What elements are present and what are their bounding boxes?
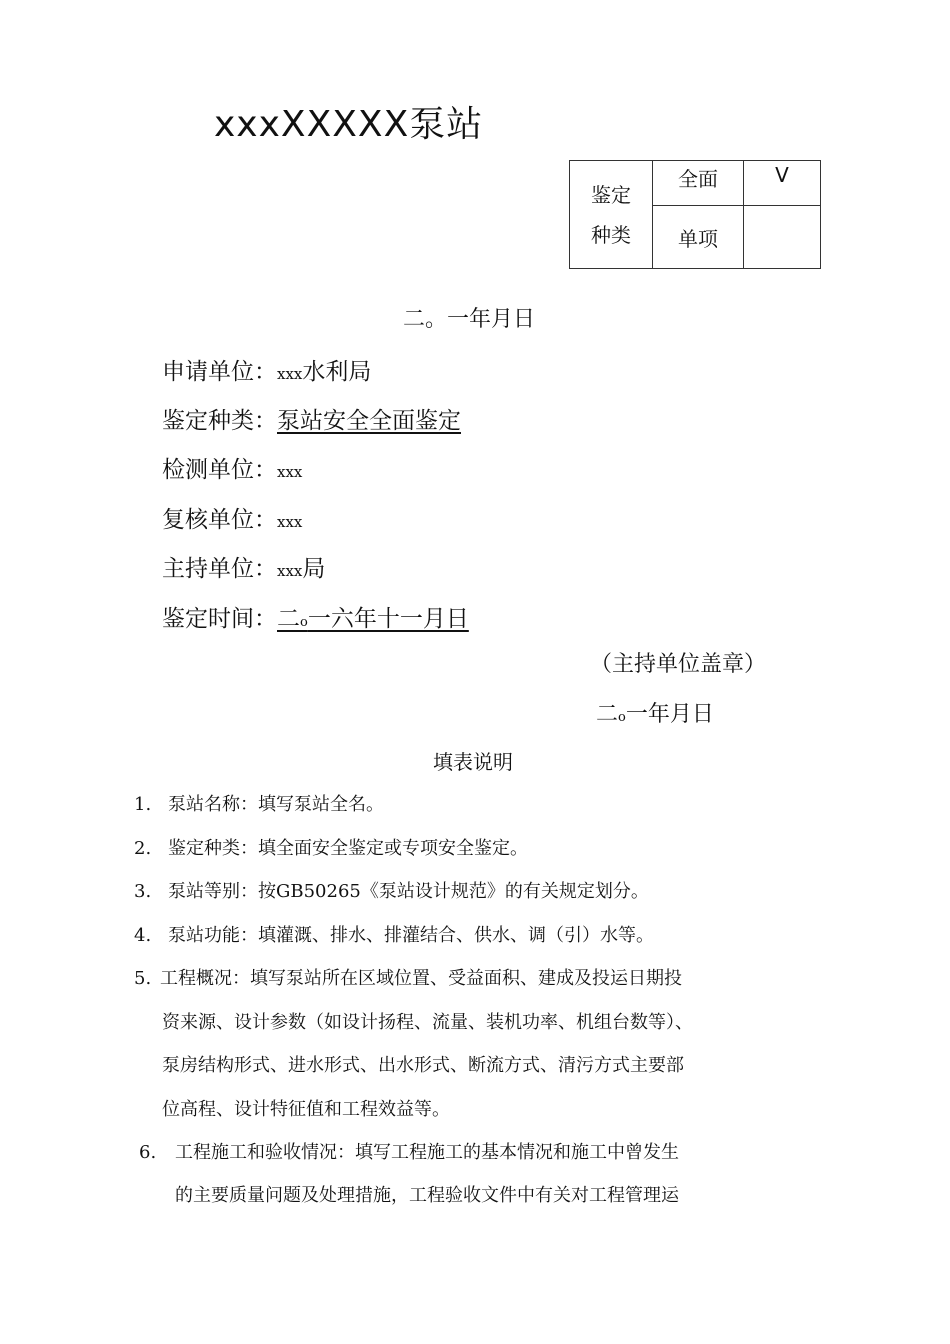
instruction-text: 工程施工和验收情况：填写工程施工的基本情况和施工中曾发生 [175, 1142, 679, 1163]
date-part: 二 [596, 702, 619, 727]
info-label: 检测单位： [162, 457, 277, 483]
instruction-number: 5. [134, 968, 152, 989]
date-part-small: o [618, 710, 626, 725]
date-part: 一六年十一月日 [307, 606, 469, 632]
option-full-label: 全面 [653, 161, 744, 206]
instruction-number: 3. [134, 881, 152, 902]
info-label: 鉴定种类： [162, 408, 277, 434]
option-single-label: 单项 [653, 206, 744, 269]
instruction-text: 泵站名称：填写泵站全名。 [168, 794, 384, 815]
info-label: 主持单位： [162, 556, 277, 582]
instruction-item [134, 921, 654, 947]
option-full-mark: V [744, 161, 821, 206]
info-label: 鉴定时间： [162, 606, 277, 632]
info-value: 水利局 [302, 359, 372, 385]
info-value: 局 [302, 556, 326, 582]
info-value-small: xxx [277, 513, 303, 531]
seal-date [596, 697, 714, 728]
appraisal-type-table [569, 160, 821, 269]
seal-note: （主持单位盖章） [590, 652, 767, 677]
info-row-host-unit [162, 550, 325, 583]
info-row-applicant [162, 353, 371, 386]
date-part: 一年月日 [625, 702, 714, 727]
report-date: 二。一年月日 [403, 307, 536, 332]
instruction-text: 鉴定种类：填全面安全鉴定或专项安全鉴定。 [168, 838, 528, 859]
info-value-small: xxx [277, 562, 303, 580]
info-row-inspection-unit [162, 451, 302, 484]
instruction-number: 2. [134, 838, 152, 859]
instruction-text: 泵站功能：填灌溉、排水、排灌结合、供水、调（引）水等。 [168, 925, 654, 946]
date-part-small: o [300, 615, 308, 630]
date-part: 二 [277, 606, 300, 632]
instruction-text: 泵站等别：按GB50265《泵站设计规范》的有关规定划分。 [168, 881, 649, 902]
instruction-continuation: 的主要质量问题及处理措施，工程验收文件中有关对工程管理运 [175, 1185, 679, 1206]
instruction-item [134, 964, 682, 990]
instruction-number: 4. [134, 925, 152, 946]
info-value-small: xxx [277, 463, 303, 481]
info-value-date [277, 606, 469, 632]
appraisal-type-header-line: 种类 [591, 222, 631, 247]
info-label: 申请单位： [162, 359, 277, 385]
instruction-continuation: 泵房结构形式、进水形式、出水形式、断流方式、清污方式主要部 [162, 1055, 684, 1076]
info-row-appraisal-time [162, 600, 469, 633]
instruction-continuation: 位高程、设计特征值和工程效益等。 [162, 1099, 450, 1120]
info-row-appraisal-type [162, 402, 461, 435]
instruction-item [134, 834, 528, 860]
document-title: xxxXXXXX泵站 [214, 104, 484, 145]
option-single-mark [744, 206, 821, 269]
info-row-review-unit [162, 501, 302, 534]
appraisal-type-header-line: 鉴定 [591, 182, 631, 207]
instruction-item [139, 1138, 679, 1164]
instruction-continuation: 资来源、设计参数（如设计扬程、流量、装机功率、机组台数等）、 [162, 1012, 693, 1033]
info-label: 复核单位： [162, 507, 277, 533]
appraisal-type-header [570, 161, 653, 269]
instruction-text: 工程概况：填写泵站所在区域位置、受益面积、建成及投运日期投 [160, 968, 682, 989]
instruction-item [134, 790, 384, 816]
instruction-number: 1. [134, 794, 152, 815]
instructions-title: 填表说明 [433, 750, 513, 774]
instruction-number: 6. [139, 1142, 157, 1163]
info-value: 泵站安全全面鉴定 [277, 408, 461, 434]
info-value-small: xxx [277, 365, 303, 383]
instruction-item [134, 877, 649, 903]
